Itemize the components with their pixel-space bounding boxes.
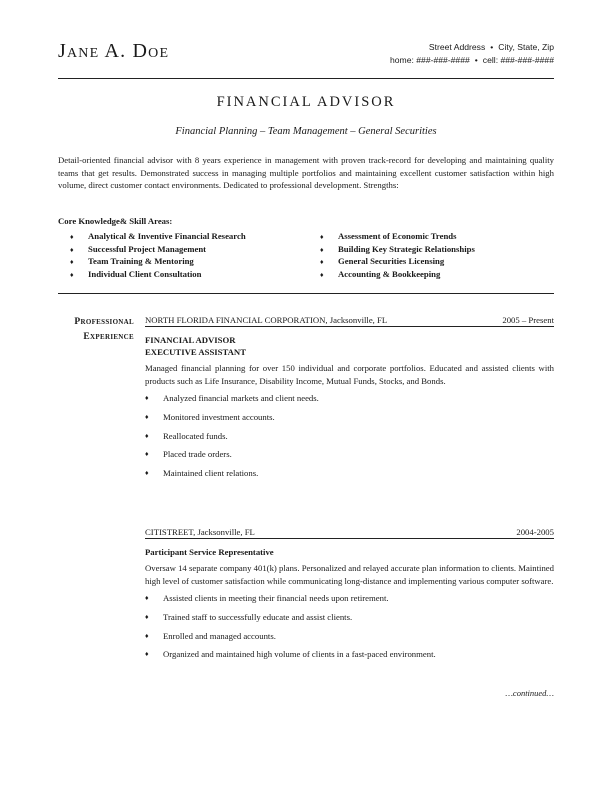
skill-item: ♦ Successful Project Management — [70, 243, 207, 254]
job-entry-2 — [145, 527, 554, 668]
duty-item: ♦ Organized and maintained high volume of clients in a fast-paced environment. — [145, 649, 436, 660]
diamond-bullet-icon: ♦ — [70, 233, 74, 241]
section-divider — [58, 293, 554, 294]
job-title: FINANCIAL ADVISOR EXECUTIVE ASSISTANT — [145, 335, 246, 357]
address-line — [390, 41, 554, 54]
street-address: Street Address — [428, 42, 486, 52]
diamond-bullet-icon: ♦ — [70, 245, 74, 254]
diamond-bullet-icon: ♦ — [320, 270, 324, 279]
duty-list — [145, 593, 554, 668]
skill-item: ♦ Building Key Strategic Relationships — [320, 243, 475, 254]
skill-item: ♦ Team Training & Mentoring — [70, 256, 194, 267]
job-description: Oversaw 14 separate company 401(k) plans. Personalized and relayed accurate plan information to clients. Maintined high level of customer satisfaction while communicating long-distance and implementing various computer software. — [145, 563, 554, 586]
skill-item: ♦ Assessment of Economic Trends — [320, 231, 457, 241]
diamond-bullet-icon: ♦ — [145, 631, 149, 640]
core-skills-heading: Core Knowledge& Skill Areas: — [58, 216, 173, 226]
diamond-bullet-icon: ♦ — [145, 612, 149, 621]
duty-list — [145, 393, 554, 487]
diamond-bullet-icon: ♦ — [145, 650, 149, 659]
diamond-bullet-icon: ♦ — [320, 233, 324, 241]
cell-phone: cell: ###-###-#### — [482, 55, 554, 65]
job-dates: 2005 – Present — [502, 315, 554, 325]
duty-item: ♦ Analyzed financial markets and client needs. — [145, 393, 319, 403]
diamond-bullet-icon: ♦ — [145, 469, 149, 478]
job-description: Managed financial planning for over 150 individual and corporate portfolios. Educated and assisted clients with products such as Life Insurance, Disability Income, Mutual Funds, Stocks, and Bonds. — [145, 363, 554, 386]
job-dates: 2004-2005 — [516, 527, 554, 537]
bullet-icon: • — [490, 42, 494, 52]
employer: CITISTREET, Jacksonville, FL — [145, 527, 255, 537]
job-entry-1 — [145, 315, 554, 487]
skills-left-column — [70, 231, 246, 281]
bullet-icon: • — [474, 55, 478, 65]
duty-item: ♦ Maintained client relations. — [145, 468, 259, 479]
candidate-name: Jane A. Doe — [58, 40, 170, 62]
diamond-bullet-icon: ♦ — [320, 258, 324, 267]
summary-paragraph: Detail-oriented financial advisor with 8 years experience in management with proven track-record for developing and maintaining quality teams that get results. Demonstrated success in managing multiple portfolios and maintaining excellent customer satisfaction within high volume, direct customer contact environments. Dedicated to professional development. Strengths: — [58, 155, 554, 190]
phone-line — [390, 54, 554, 67]
duty-item: ♦ Assisted clients in meeting their financial needs upon retirement. — [145, 593, 389, 603]
duty-item: ♦ Monitored investment accounts. — [145, 411, 275, 422]
job-header — [145, 315, 554, 327]
diamond-bullet-icon: ♦ — [145, 594, 149, 602]
diamond-bullet-icon: ♦ — [145, 450, 149, 459]
header-divider — [58, 78, 554, 79]
skill-item: ♦ Accounting & Bookkeeping — [320, 268, 441, 279]
employer: NORTH FLORIDA FINANCIAL CORPORATION, Jacksonville, FL — [145, 315, 388, 325]
diamond-bullet-icon: ♦ — [320, 245, 324, 254]
city-state-zip: City, State, Zip — [498, 42, 554, 52]
job-title: Participant Service Representative — [145, 547, 274, 557]
diamond-bullet-icon: ♦ — [70, 270, 74, 279]
skill-item: ♦ General Securities Licensing — [320, 256, 445, 267]
contact-block — [390, 41, 554, 67]
diamond-bullet-icon: ♦ — [145, 394, 149, 402]
diamond-bullet-icon: ♦ — [145, 431, 149, 440]
job-header — [145, 527, 554, 539]
skills-right-column — [320, 231, 475, 281]
skill-item: ♦ Analytical & Inventive Financial Research — [70, 231, 246, 241]
home-phone: home: ###-###-#### — [389, 55, 470, 65]
duty-item: ♦ Trained staff to successfully educate and assist clients. — [145, 611, 353, 622]
duty-item: ♦ Placed trade orders. — [145, 449, 232, 460]
duty-item: ♦ Reallocated funds. — [145, 430, 228, 441]
diamond-bullet-icon: ♦ — [70, 258, 74, 267]
duty-item: ♦ Enrolled and managed accounts. — [145, 630, 276, 641]
diamond-bullet-icon: ♦ — [145, 412, 149, 421]
continued-note: …continued… — [505, 688, 554, 698]
resume-title: FINANCIAL ADVISOR — [216, 94, 396, 110]
section-heading-experience: Professional Experience — [74, 317, 134, 342]
skill-item: ♦ Individual Client Consultation — [70, 268, 202, 279]
resume-subtitle: Financial Planning – Team Management – General Securities — [175, 126, 437, 137]
